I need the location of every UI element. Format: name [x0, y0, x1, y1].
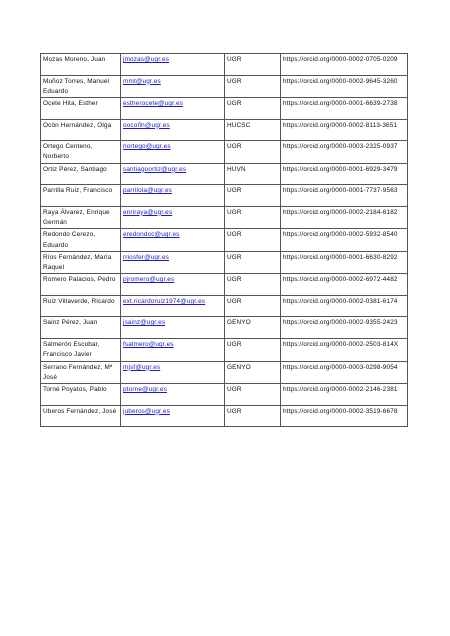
email-link[interactable]: mjsf@ugr.es — [123, 363, 161, 371]
author-affiliation-cell — [225, 251, 281, 274]
table-row — [41, 251, 408, 274]
authors-table-body — [41, 54, 408, 427]
author-affiliation: UGR — [227, 187, 242, 195]
table-row — [41, 163, 408, 185]
author-affiliation: HUCSC — [227, 121, 251, 129]
author-orcid-cell — [281, 206, 408, 229]
author-affiliation: UGR — [227, 253, 242, 261]
author-email-cell — [121, 384, 225, 406]
author-affiliation: UGR — [227, 340, 242, 348]
table-row — [41, 54, 408, 76]
author-name-cell — [41, 384, 121, 406]
author-orcid: https://orcid.org/0000-0002-2184-6182 — [283, 208, 398, 216]
author-orcid-cell — [281, 229, 408, 252]
author-affiliation: UGR — [227, 77, 242, 85]
email-link[interactable]: juberos@ugr.es — [123, 407, 170, 415]
author-orcid-cell — [281, 54, 408, 76]
email-link[interactable]: parrilola@ugr.es — [123, 187, 173, 195]
table-row — [41, 274, 408, 296]
author-email-cell — [121, 98, 225, 120]
author-name: Serrano Fernández, Mª José — [43, 363, 113, 381]
author-affiliation: UGR — [227, 56, 242, 63]
author-orcid: https://orcid.org/0000-0002-3519-6678 — [283, 407, 398, 415]
email-link[interactable]: rriosfer@ugr.es — [123, 253, 170, 261]
table-row — [41, 119, 408, 141]
email-link[interactable]: jmozas@ugr.es — [123, 56, 170, 63]
author-name-cell — [41, 141, 121, 164]
author-orcid: https://orcid.org/0000-0002-2503-814X — [283, 340, 399, 348]
author-name: Redondo Cerezo, Eduardo — [43, 231, 96, 249]
author-affiliation-cell — [225, 384, 281, 406]
table-row — [41, 206, 408, 229]
table-row — [41, 317, 408, 339]
authors-table — [40, 53, 408, 427]
author-affiliation: UGR — [227, 407, 242, 415]
author-email-cell — [121, 75, 225, 98]
author-affiliation: UGR — [227, 386, 242, 394]
email-link[interactable]: jsainz@ugr.es — [123, 319, 166, 327]
author-orcid: https://orcid.org/0000-0003-0298-9054 — [283, 363, 398, 371]
author-name-cell — [41, 185, 121, 207]
author-affiliation: GENYO — [227, 319, 251, 327]
author-name: Raya Álvarez, Enrique Germán — [43, 208, 110, 226]
author-name-cell — [41, 251, 121, 274]
author-affiliation-cell — [225, 317, 281, 339]
author-name: Mozas Moreno, Juan — [43, 56, 106, 63]
author-name-cell — [41, 295, 121, 317]
author-email-cell — [121, 119, 225, 141]
author-email-cell — [121, 361, 225, 384]
author-name: Ortego Centeno, Norberto — [43, 143, 93, 161]
table-row — [41, 98, 408, 120]
author-orcid-cell — [281, 75, 408, 98]
author-name: Parrilla Ruiz, Francisco — [43, 187, 113, 195]
author-orcid-cell — [281, 163, 408, 185]
author-name: Salmerón Escobar, Francisco Javier — [43, 340, 100, 359]
author-name-cell — [41, 163, 121, 185]
author-name: Ocete Hita, Esther — [43, 100, 98, 108]
email-link[interactable]: ptorne@ugr.es — [123, 386, 167, 394]
author-orcid-cell — [281, 141, 408, 164]
author-email-cell — [121, 229, 225, 252]
author-name: Ríos Fernández, María Raquel — [43, 253, 112, 272]
email-link[interactable]: enriraya@ugr.es — [123, 208, 173, 216]
author-orcid-cell — [281, 338, 408, 361]
author-affiliation-cell — [225, 206, 281, 229]
author-orcid-cell — [281, 317, 408, 339]
author-affiliation-cell — [225, 295, 281, 317]
table-row — [41, 185, 408, 207]
author-orcid-cell — [281, 185, 408, 207]
author-affiliation: GENYO — [227, 363, 251, 371]
author-affiliation: UGR — [227, 297, 242, 305]
table-row — [41, 295, 408, 317]
table-row — [41, 361, 408, 384]
author-affiliation-cell — [225, 185, 281, 207]
email-link[interactable]: fsalmero@ugr.es — [123, 340, 174, 348]
author-affiliation-cell — [225, 274, 281, 296]
author-orcid: https://orcid.org/0000-0002-8113-3651 — [283, 121, 398, 129]
author-email-cell — [121, 206, 225, 229]
author-name-cell — [41, 75, 121, 98]
author-name-cell — [41, 206, 121, 229]
author-name: Sainz Pérez, Juan — [43, 319, 98, 327]
table-row — [41, 141, 408, 164]
author-affiliation-cell — [225, 141, 281, 164]
author-name-cell — [41, 317, 121, 339]
author-name-cell — [41, 338, 121, 361]
author-orcid: https://orcid.org/0000-0002-2146-2381 — [283, 386, 398, 394]
author-email-cell — [121, 405, 225, 427]
author-affiliation: UGR — [227, 208, 242, 216]
author-orcid: https://orcid.org/0000-0002-6972-4482 — [283, 276, 398, 284]
author-name-cell — [41, 54, 121, 76]
author-affiliation-cell — [225, 163, 281, 185]
author-orcid-cell — [281, 274, 408, 296]
author-email-cell — [121, 295, 225, 317]
author-name-cell — [41, 229, 121, 252]
author-name-cell — [41, 274, 121, 296]
author-name: Ortiz Pérez, Santiago — [43, 165, 107, 173]
email-link[interactable]: oocoñh@ugr.es — [123, 121, 170, 129]
author-email-cell — [121, 54, 225, 76]
author-orcid: https://orcid.org/0000-0001-7737-9563 — [283, 187, 398, 195]
author-orcid-cell — [281, 384, 408, 406]
email-link[interactable]: santiagoortiz@ugr.es — [123, 165, 187, 173]
author-orcid-cell — [281, 405, 408, 427]
author-orcid: https://orcid.org/0000-0001-6929-3479 — [283, 165, 398, 173]
author-email-cell — [121, 185, 225, 207]
author-name: Uberos Fernández, José — [43, 407, 117, 415]
email-link[interactable]: pjromero@ugr.es — [123, 276, 175, 284]
author-affiliation-cell — [225, 229, 281, 252]
author-email-cell — [121, 317, 225, 339]
author-name-cell — [41, 119, 121, 141]
author-orcid-cell — [281, 119, 408, 141]
author-affiliation-cell — [225, 405, 281, 427]
author-email-cell — [121, 141, 225, 164]
author-affiliation: UGR — [227, 231, 242, 239]
author-affiliation-cell — [225, 54, 281, 76]
email-link[interactable]: ext.ricardoruiz1974@ugr.es — [123, 297, 206, 305]
author-affiliation-cell — [225, 98, 281, 120]
author-orcid: https://orcid.org/0000-0002-9355-2423 — [283, 319, 398, 327]
author-email-cell — [121, 163, 225, 185]
author-orcid: https://orcid.org/0000-0003-2325-0937 — [283, 143, 398, 151]
author-name-cell — [41, 361, 121, 384]
author-name: Ruiz Villaverde, Ricardo — [43, 297, 115, 305]
author-affiliation-cell — [225, 338, 281, 361]
email-link[interactable]: mmt@ugr.es — [123, 77, 161, 85]
author-affiliation-cell — [225, 75, 281, 98]
author-orcid: https://orcid.org/0000-0001-6639-2738 — [283, 100, 398, 108]
author-orcid: https://orcid.org/0000-0002-9645-3260 — [283, 77, 398, 85]
author-orcid-cell — [281, 98, 408, 120]
table-row — [41, 75, 408, 98]
author-orcid-cell — [281, 251, 408, 274]
author-name-cell — [41, 405, 121, 427]
table-row — [41, 229, 408, 252]
author-email-cell — [121, 251, 225, 274]
author-name: Muñoz Torres, Manuel Eduardo — [43, 77, 110, 95]
email-link[interactable]: estherocete@ugr.es — [123, 100, 183, 108]
email-link[interactable]: nortego@ugr.es — [123, 143, 171, 151]
author-name: Ocón Hernández, Olga — [43, 121, 112, 129]
author-name: Romero Palacios, Pedro — [43, 276, 116, 284]
email-link[interactable]: eredondoc@ugr.es — [123, 231, 180, 239]
author-affiliation: HUVN — [227, 165, 246, 173]
table-row — [41, 405, 408, 427]
author-email-cell — [121, 338, 225, 361]
author-orcid: https://orcid.org/0000-0002-0381-6174 — [283, 297, 398, 305]
author-orcid: https://orcid.org/0000-0001-6630-8292 — [283, 253, 398, 261]
author-orcid: https://orcid.org/0000-0002-5932-8540 — [283, 231, 398, 239]
author-orcid-cell — [281, 295, 408, 317]
table-row — [41, 338, 408, 361]
author-name: Torné Poyatos, Pablo — [43, 386, 107, 394]
author-affiliation: UGR — [227, 276, 242, 284]
author-affiliation-cell — [225, 119, 281, 141]
table-row — [41, 384, 408, 406]
author-affiliation-cell — [225, 361, 281, 384]
author-orcid-cell — [281, 361, 408, 384]
author-name-cell — [41, 98, 121, 120]
author-orcid: https://orcid.org/0000-0002-0705-0209 — [283, 56, 398, 63]
author-email-cell — [121, 274, 225, 296]
author-affiliation: UGR — [227, 100, 242, 108]
author-affiliation: UGR — [227, 143, 242, 151]
